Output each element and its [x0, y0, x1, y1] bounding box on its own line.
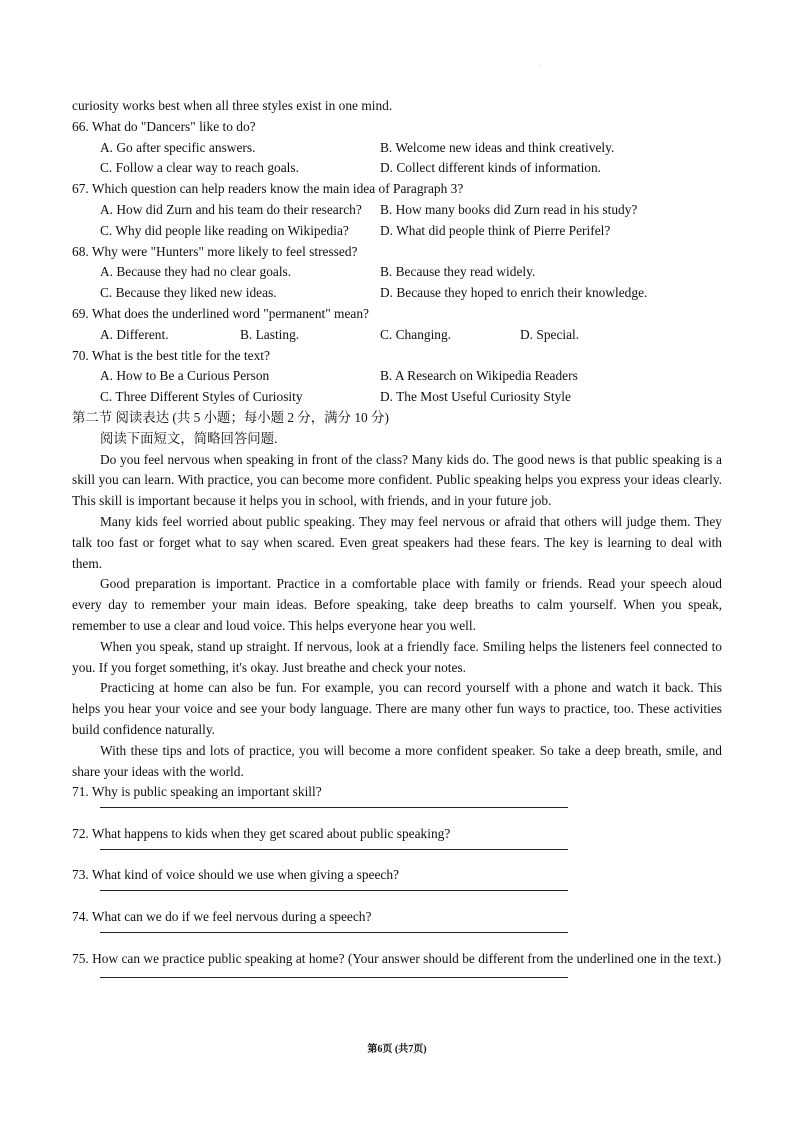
question-71: 71. Why is public speaking an important skill?	[72, 784, 322, 800]
page-footer: 第6页 (共7页)	[367, 1044, 427, 1055]
answer-option: C. Changing.	[380, 326, 452, 342]
passage-paragraph: With these tips and lots of practice, you will become a more confident speaker. So take a deep breath, smile, and share your ideas with the world.	[72, 742, 722, 779]
answer-option: B. Welcome new ideas and think creatively.	[380, 139, 615, 155]
answer-option: B. How many books did Zurn read in his study?	[380, 201, 638, 217]
answer-line-72[interactable]	[72, 845, 722, 866]
answer-line-75[interactable]	[72, 973, 722, 994]
answer-option: A. Go after specific answers.	[100, 139, 256, 155]
passage-paragraph: Do you feel nervous when speaking in front of the class? Many kids do. The good news is that public speaking is a skill you can learn. With practice, you can become more confident. Public speaking helps you express your ideas clearly. This skill is important because it helps you in school, with friends, and in your future job.	[72, 451, 722, 509]
answer-option: C. Why did people like reading on Wikipedia?	[100, 222, 349, 238]
question-stem: 68. Why were "Hunters" more likely to feel stressed?	[72, 243, 358, 259]
options-row	[72, 366, 722, 387]
answer-option: C. Three Different Styles of Curiosity	[100, 389, 303, 405]
options-row	[72, 325, 722, 346]
answer-option: B. Lasting.	[240, 326, 300, 342]
answer-option: A. Different.	[100, 326, 169, 342]
page-content	[72, 96, 722, 994]
question-stem: 67. Which question can help readers know the main idea of Paragraph 3?	[72, 181, 464, 197]
answer-line-73[interactable]	[72, 886, 722, 907]
intro-tail: curiosity works best when all three styles exist in one mind.	[72, 98, 393, 113]
multiple-choice-section	[72, 117, 722, 408]
question-stem: 70. What is the best title for the text?	[72, 347, 270, 363]
answer-line-74[interactable]	[72, 928, 722, 949]
answer-option: C. Follow a clear way to reach goals.	[100, 160, 299, 176]
section-title: 第二节 阅读表达 (共 5 小题；每小题 2 分，满分 10 分)	[72, 409, 389, 425]
options-row	[72, 262, 722, 283]
answer-option: B. A Research on Wikipedia Readers	[380, 368, 578, 384]
passage-paragraph: Practicing at home can also be fun. For example, you can record yourself with a phone and watch it back. This helps you hear your voice and see your body language. There are many other fun ways to practice, too. These activities build confidence naturally.	[72, 680, 722, 737]
answer-option: D. What did people think of Pierre Perifel?	[380, 222, 611, 238]
question-74: 74. What can we do if we feel nervous during a speech?	[72, 909, 372, 925]
options-row	[72, 221, 722, 242]
answer-line-71[interactable]	[72, 803, 722, 824]
options-row	[72, 158, 722, 179]
answer-option: B. Because they read widely.	[380, 264, 536, 280]
answer-option: A. Because they had no clear goals.	[100, 264, 292, 280]
options-row	[72, 283, 722, 304]
answer-option: D. The Most Useful Curiosity Style	[380, 389, 571, 405]
page-mark: .	[540, 62, 542, 68]
passage-paragraph: When you speak, stand up straight. If nervous, look at a friendly face. Smiling helps the listeners feel connected to you. If you forget something, it's okay. Just breathe and check your notes.	[72, 638, 722, 675]
question-75: 75. How can we practice public speaking at home? (Your answer should be different from the underlined one in the text.)	[72, 950, 722, 966]
answer-option: A. How to Be a Curious Person	[100, 368, 270, 384]
answer-option: D. Collect different kinds of information.	[380, 160, 602, 176]
question-stem: 69. What does the underlined word "permanent" mean?	[72, 305, 369, 321]
options-row	[72, 138, 722, 159]
answer-option: D. Because they hoped to enrich their knowledge.	[380, 285, 648, 301]
answer-option: C. Because they liked new ideas.	[100, 285, 277, 301]
section-instruction: 阅读下面短文，简略回答问题.	[100, 430, 278, 446]
question-73: 73. What kind of voice should we use when giving a speech?	[72, 867, 399, 883]
answer-option: D. Special.	[520, 326, 580, 342]
options-row	[72, 387, 722, 408]
passage	[72, 450, 722, 783]
options-row	[72, 200, 722, 221]
passage-paragraph: Many kids feel worried about public speaking. They may feel nervous or afraid that others will judge them. They talk too fast or forget what to say when scared. Even great speakers had these fears. The key is learning to deal with them.	[72, 513, 722, 571]
question-stem: 66. What do "Dancers" like to do?	[72, 118, 256, 134]
question-72: 72. What happens to kids when they get scared about public speaking?	[72, 825, 451, 841]
passage-paragraph: Good preparation is important. Practice in a comfortable place with family or friends. Read your speech aloud every day to remember your main ideas. Before speaking, take deep breaths to calm yourself. When you speak, remember to use a clear and loud voice. This helps everyone hear you well.	[72, 576, 722, 633]
answer-option: A. How did Zurn and his team do their research?	[100, 201, 362, 217]
